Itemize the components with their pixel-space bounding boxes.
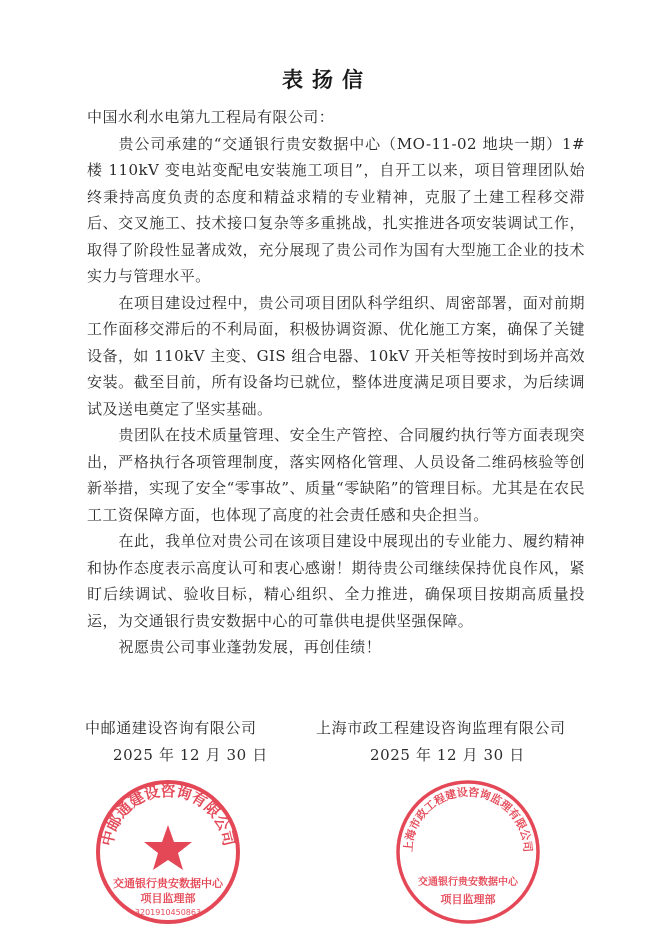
star-icon — [144, 825, 192, 870]
svg-text:项目监理部: 项目监理部 — [140, 892, 196, 905]
company-seal-left — [93, 777, 243, 927]
paragraph: 在项目建设过程中，贵公司项目团队科学组织、周密部署，面对前期工作面移交滞后的不利局面，积极协调资源、优化施工方案，确保了关键设备，如 110kV 主变、GIS 组合电器、10kV 开关柜等按时到场并高效安装。截至目前，所有设备均已就位，整体进度满足项目要求，为后续调试及送电奠定了坚实基础。 — [87, 293, 585, 418]
letter-body — [87, 104, 585, 661]
salutation: 中国水利水电第九工程局有限公司： — [87, 108, 335, 126]
svg-text:项目监理部: 项目监理部 — [440, 893, 496, 906]
svg-text:交通银行贵安数据中心: 交通银行贵安数据中心 — [113, 877, 223, 890]
letter-title: 表扬信 — [282, 67, 372, 92]
svg-text:中邮通建设咨询有限公司: 中邮通建设咨询有限公司 — [98, 782, 238, 848]
signatory-name-right: 上海市政工程建设咨询监理有限公司 — [316, 719, 566, 737]
paragraph: 贵公司承建的“交通银行贵安数据中心（MO-11-02 地块一期）1#楼 110kV 变电站变配电安装施工项目”，自开工以来，项目管理团队始终秉持高度负责的态度和精益求精的专业精神，克服了土建工程移交滞后、交叉施工、技术接口复杂等多重挑战，扎实推进各项安装调试工作，取得了阶段性显著成效，充分展现了贵公司作为国有大型施工企业的技术实力与管理水平。 — [87, 134, 585, 285]
paragraph: 在此，我单位对贵公司在该项目建设中展现出的专业能力、履约精神和协作态度表示高度认可和衷心感谢！期待贵公司继续保持优良作风，紧盯后续调试、验收目标，精心组织、全力推进，确保项目按期高质量投运，为交通银行贵安数据中心的可靠供电提供坚强保障。 — [87, 532, 585, 630]
signatory-name-left: 中邮通建设咨询有限公司 — [85, 719, 257, 737]
svg-text:交通银行贵安数据中心: 交通银行贵安数据中心 — [418, 877, 518, 888]
signature-date-left: 2025 年 12 月 30 日 — [113, 746, 268, 764]
svg-text:上海市政工程建设咨询监理有限公司: 上海市政工程建设咨询监理有限公司 — [401, 785, 535, 853]
closing-paragraph: 祝愿贵公司事业蓬勃发展，再创佳绩！ — [118, 638, 382, 656]
signature-date-right: 2025 年 12 月 30 日 — [370, 746, 525, 764]
paragraph: 贵团队在技术质量管理、安全生产管控、合同履约执行等方面表现突出，严格执行各项管理制度，落实网格化管理、人员设备二维码核验等创新举措，实现了安全“零事故”、质量“零缺陷”的管理目标。尤其是在农民工工资保障方面，也体现了高度的社会责任感和央企担当。 — [87, 426, 585, 524]
company-seal-right — [393, 777, 543, 927]
svg-text:3201910450863: 3201910450863 — [134, 908, 202, 917]
